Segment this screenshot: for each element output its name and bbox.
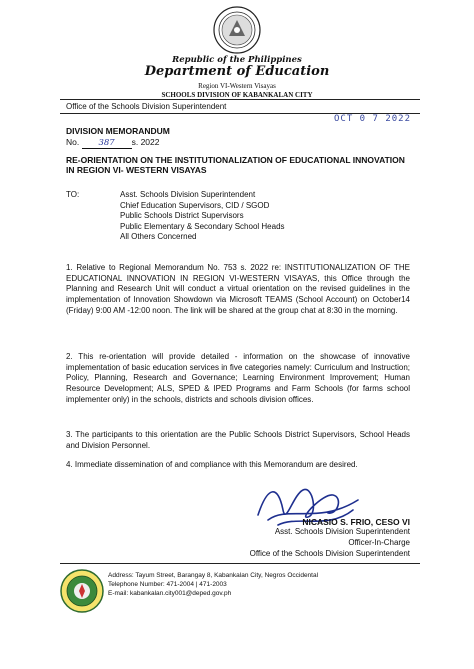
footer-email: E-mail: kabankalan.city001@deped.gov.ph (108, 590, 232, 597)
signatory-office: Office of the Schools Division Superintendent (249, 549, 410, 558)
memo-type: DIVISION MEMORANDUM (66, 126, 170, 136)
office-name: Office of the Schools Division Superintendent (66, 102, 227, 111)
footer-divider (60, 563, 420, 564)
paragraph-3: 3. The participants to this orientation are the Public Schools District Supervisors, School Heads and Division Personnel. (66, 430, 410, 450)
paragraph-4: 4. Immediate dissemination of and compliance with this Memorandum are desired. (66, 460, 358, 469)
footer-address: Address: Tayum Street, Barangay 8, Kabankalan City, Negros Occidental (108, 572, 319, 579)
date-stamp: OCT 0 7 2022 (334, 114, 412, 124)
memo-no-label: No. (66, 137, 80, 147)
footer-contact (108, 571, 318, 598)
header-divider (60, 99, 420, 100)
recipient-item: Asst. Schools Division Superintendent (120, 190, 256, 199)
department-heading: Department of Education (144, 64, 330, 79)
recipient-item: Chief Education Supervisors, CID / SGOD (120, 200, 270, 210)
signatory-name: NICASIO S. FRIO, CESO VI (302, 517, 410, 527)
memo-subject: RE-ORIENTATION ON THE INSTITUTIONALIZATION OF EDUCATIONAL INNOVATION IN REGION VI- WESTERN VISAYAS (66, 155, 405, 175)
footer-telephone: Telephone Number: 471-2004 | 471-2003 (108, 581, 227, 588)
memo-series: s. 2022 (131, 137, 160, 147)
deped-seal-logo (213, 6, 261, 54)
recipient-item: Public Elementary & Secondary School Heads (120, 221, 285, 231)
recipient-item: All Others Concerned (120, 232, 197, 241)
division-logo (60, 569, 104, 613)
signatory-title: Asst. Schools Division Superintendent (274, 527, 410, 536)
signatory-role: Officer-In-Charge (348, 538, 410, 547)
region-heading: Region VI-Western Visayas (198, 82, 276, 90)
paragraph-2: 2. This re-orientation will provide detailed - information on the showcase of innovative implementation of basic education services in five categories namely: Curriculum and Instruction; Policy, Planning, Research and Governance; Learning Environment Improvement; Human Resource Development; ALS, SPED & IPED Programs and Farm Schools (for farms school implementer only) in the schools, districts and schools division offices. (66, 352, 410, 404)
recipient-item: Public Schools District Supervisors (120, 211, 244, 220)
paragraph-1: 1. Relative to Regional Memorandum No. 753 s. 2022 re: INSTITUTIONALIZATION OF THE EDUCATIONAL INNOVATION IN REGION VI-WESTERN VISAYAS, this Office through the Planning and Research Unit will conduct a virtual orientation on the revised guidelines in the implementation of Innovation Showdown via Microsoft TEAMS (School Account) on October14 (Friday) 9:00 AM -12:00 noon. The link will be shared at the group chat at 8:30 in the morning. (66, 263, 410, 315)
republic-heading: Republic of the Philippines (172, 55, 302, 65)
division-heading: SCHOOLS DIVISION OF KABANKALAN CITY (161, 91, 313, 99)
memo-number: 387 (82, 138, 132, 149)
memo-number-line (66, 137, 160, 149)
to-label: TO: (66, 190, 80, 199)
recipient-list (120, 190, 285, 243)
